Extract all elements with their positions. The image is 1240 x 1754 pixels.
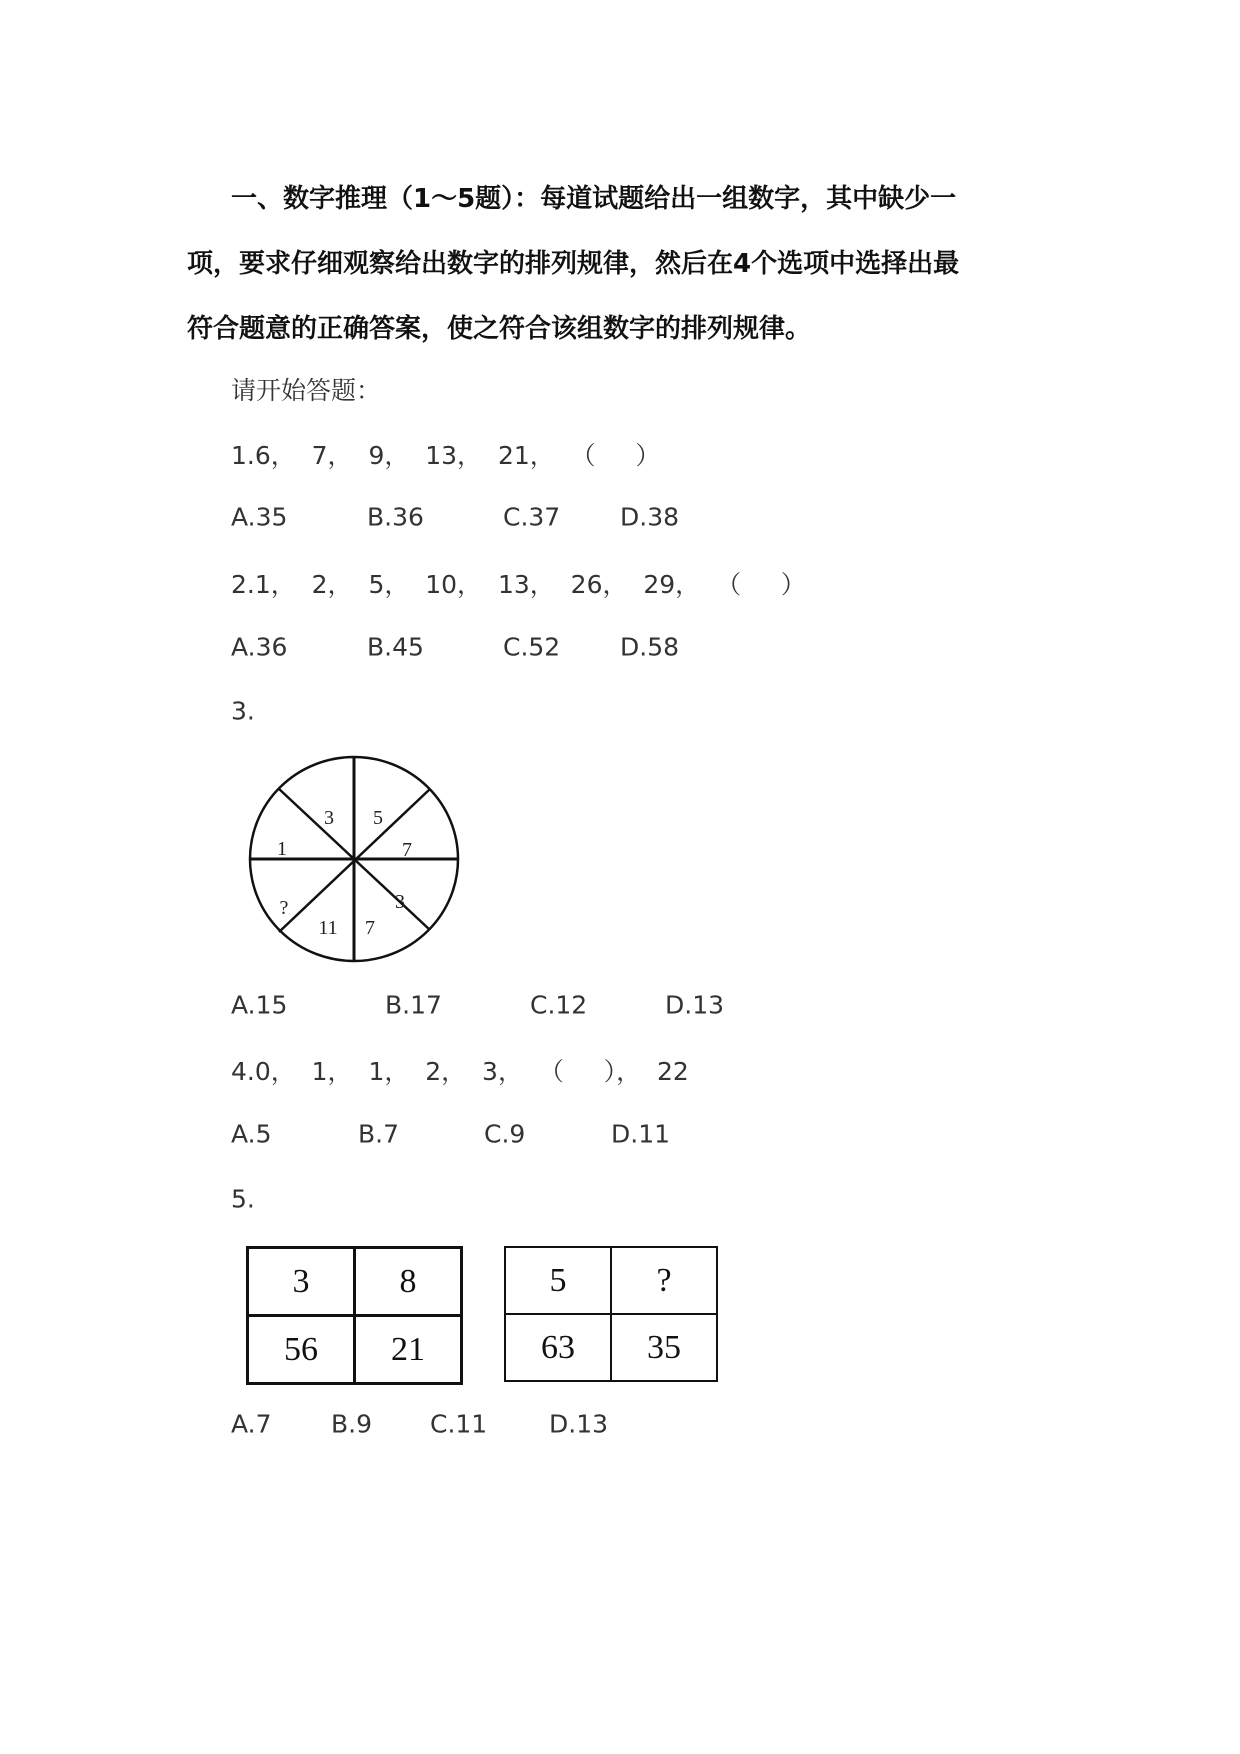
q3-option-a: A.15 xyxy=(231,990,288,1020)
circle-value: 1 xyxy=(277,838,287,860)
question-4: 4.0， 1， 1， 2， 3， （ ）， 22 xyxy=(231,1057,689,1086)
intro-line-3: 符合题意的正确答案，使之符合该组数字的排列规律。 xyxy=(187,314,812,344)
cell: 8 xyxy=(355,1248,462,1316)
question-5: 5. xyxy=(231,1184,255,1214)
q5-option-d: D.13 xyxy=(549,1409,609,1439)
q3-option-b: B.17 xyxy=(385,990,442,1020)
q2-option-b: B.45 xyxy=(367,632,424,662)
q4-option-d: D.11 xyxy=(611,1119,671,1149)
circle-value: 7 xyxy=(365,917,375,939)
q5-option-b: B.9 xyxy=(331,1409,373,1439)
q4-option-a: A.5 xyxy=(231,1119,272,1149)
circle-value: 5 xyxy=(373,807,383,829)
q3-option-c: C.12 xyxy=(530,990,588,1020)
q1-option-d: D.38 xyxy=(620,502,680,532)
cell: 3 xyxy=(248,1248,355,1316)
q1-option-c: C.37 xyxy=(503,502,561,532)
circle-value: 3 xyxy=(395,891,405,913)
intro-line-2: 项，要求仔细观察给出数字的排列规律，然后在4个选项中选择出最 xyxy=(187,249,960,279)
q1-option-a: A.35 xyxy=(231,502,288,532)
q2-option-d: D.58 xyxy=(620,632,680,662)
q3-circle-figure xyxy=(244,752,464,967)
q3-option-d: D.13 xyxy=(665,990,725,1020)
question-1: 1.6， 7， 9， 13， 21， （ ） xyxy=(231,441,661,470)
q4-option-c: C.9 xyxy=(484,1119,526,1149)
q4-option-b: B.7 xyxy=(358,1119,400,1149)
circle-value: 11 xyxy=(318,917,338,939)
q5-option-c: C.11 xyxy=(430,1409,488,1439)
cell: 63 xyxy=(505,1314,611,1381)
q2-option-c: C.52 xyxy=(503,632,561,662)
circle-value: 3 xyxy=(324,807,334,829)
q5-table-2 xyxy=(504,1246,718,1382)
question-3: 3. xyxy=(231,696,255,726)
cell: 56 xyxy=(248,1316,355,1384)
question-2: 2.1， 2， 5， 10， 13， 26， 29， （ ） xyxy=(231,570,806,599)
cell: 21 xyxy=(355,1316,462,1384)
circle-value: 7 xyxy=(402,839,412,861)
q5-option-a: A.7 xyxy=(231,1409,272,1439)
q5-table-1 xyxy=(246,1246,463,1385)
prompt: 请开始答题： xyxy=(231,376,382,405)
cell: 5 xyxy=(505,1247,611,1314)
circle-value: ? xyxy=(279,897,289,919)
cell: ? xyxy=(611,1247,717,1314)
cell: 35 xyxy=(611,1314,717,1381)
intro-line-1: 一、数字推理（1～5题）：每道试题给出一组数字，其中缺少一 xyxy=(231,184,957,214)
q1-option-b: B.36 xyxy=(367,502,424,532)
q2-option-a: A.36 xyxy=(231,632,288,662)
